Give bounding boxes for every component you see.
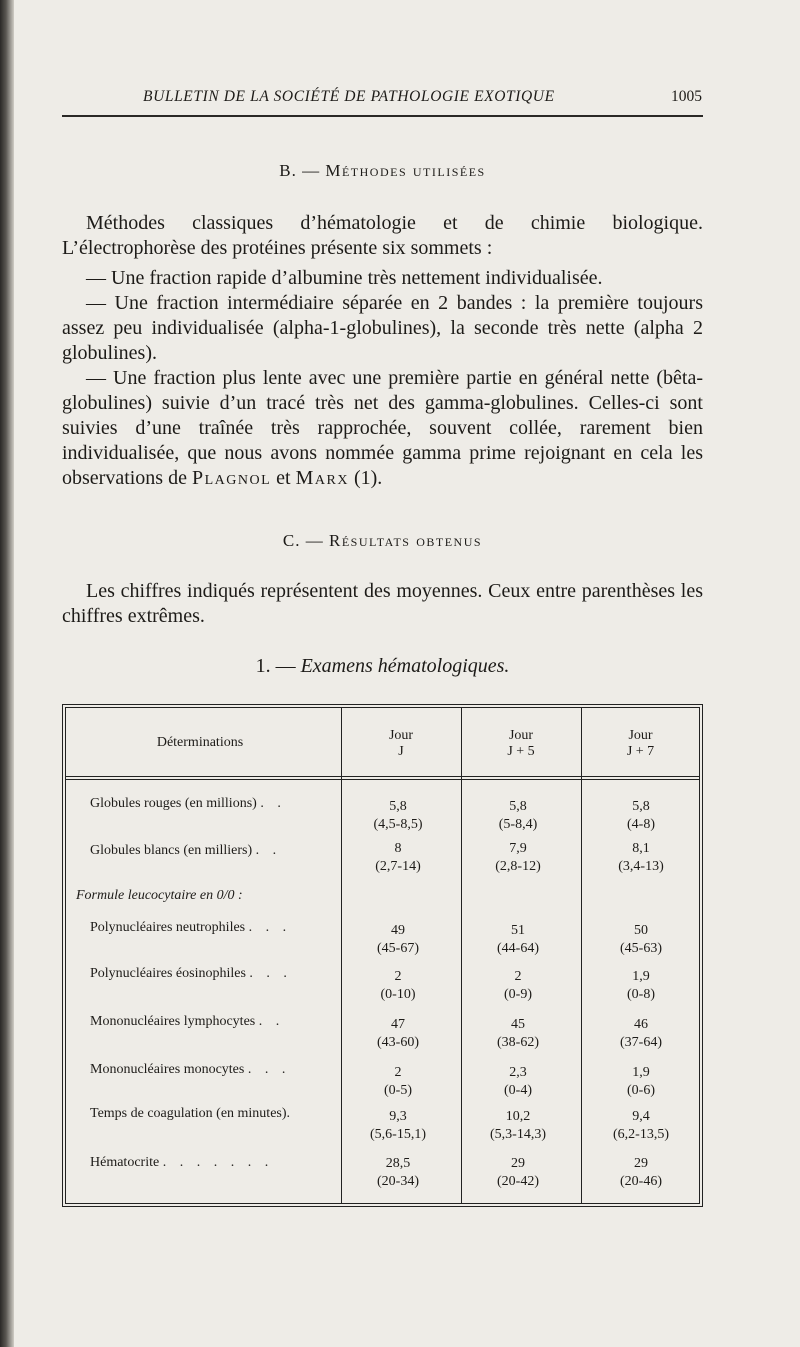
header-determinations: Déterminations xyxy=(156,735,244,750)
cell-mean: 45 xyxy=(511,1017,525,1032)
cell-mean: 8,1 xyxy=(632,841,650,856)
table-cell xyxy=(338,922,458,958)
leader-dots: . . xyxy=(258,1014,285,1029)
cell-range: (5,3-14,3) xyxy=(490,1127,546,1142)
header-day-j7-line1: Jour xyxy=(628,728,653,743)
table-cell xyxy=(581,798,701,834)
citation-author-1: Plagnol xyxy=(191,467,272,489)
cell-mean: 2 xyxy=(394,969,402,984)
subsection-heading xyxy=(62,655,703,678)
row-label-text: Polynucléaires éosinophiles xyxy=(90,966,246,981)
table-cell xyxy=(458,798,578,834)
table-cell xyxy=(581,1064,701,1100)
table-cell xyxy=(338,1064,458,1100)
leader-dots: . . . xyxy=(249,966,292,981)
cell-range: (4,5-8,5) xyxy=(373,817,423,832)
section-b-letter: B. — xyxy=(279,161,321,180)
header-day-j-line2: J xyxy=(398,744,404,759)
table-cell xyxy=(458,1108,578,1144)
section-c-title: Résultats obtenus xyxy=(329,531,483,550)
cell-mean: 8 xyxy=(394,841,402,856)
table-cell xyxy=(581,840,701,876)
header-day-j-line1: Jour xyxy=(388,728,414,743)
table-cell xyxy=(338,840,458,876)
methods-beta-gamma-text: — Une fraction plus lente avec une première partie en général nette (bêta-globulines) suivie d’un tracé très net des gamma-globulines. Celles-ci sont suivies d’une traînée très rapprochée, souvent collée, rarement bien individualisée, que nous avons nommée gamma prime rejoignant en cela les observations de xyxy=(62,367,703,489)
cell-range: (0-5) xyxy=(384,1083,412,1098)
leader-dots: . xyxy=(286,1106,296,1121)
page-number: 1005 xyxy=(671,88,702,105)
header-day-j5-line1: Jour xyxy=(508,728,534,743)
cell-range: (4-8) xyxy=(627,817,655,832)
cell-range: (45-67) xyxy=(377,941,419,956)
cell-mean: 1,9 xyxy=(632,1065,650,1080)
table-cell xyxy=(581,1016,701,1052)
citation-conjunction: et xyxy=(276,467,291,489)
table-cell xyxy=(458,840,578,876)
cell-range: (38-62) xyxy=(497,1035,539,1050)
table-cell xyxy=(338,1108,458,1144)
cell-mean: 9,4 xyxy=(632,1109,650,1124)
row-label-text: Mononucléaires monocytes xyxy=(90,1062,245,1077)
table-cell xyxy=(458,1064,578,1100)
table-cell xyxy=(581,1155,701,1191)
methods-intro: Méthodes classiques d’hématologie et de chimie biologique. L’électrophorèse des protéines présente six sommets : xyxy=(62,212,703,259)
cell-range: (2,7-14) xyxy=(375,859,421,874)
header-day-j5 xyxy=(461,728,581,760)
cell-mean: 29 xyxy=(634,1156,648,1171)
table-cell xyxy=(458,922,578,958)
leader-dots: . . . . . . . xyxy=(162,1155,274,1170)
row-label-hematocrit xyxy=(90,1155,273,1171)
subsection-title: Examens hématologiques. xyxy=(300,655,510,677)
cell-mean: 2,3 xyxy=(509,1065,527,1080)
row-label-text: Temps de coagulation (en minutes) xyxy=(90,1106,287,1121)
cell-mean: 5,8 xyxy=(389,799,407,814)
cell-mean: 2 xyxy=(514,969,522,984)
table-cell xyxy=(338,1155,458,1191)
cell-range: (43-60) xyxy=(377,1035,419,1050)
table-cell xyxy=(338,968,458,1004)
cell-range: (2,8-12) xyxy=(495,859,541,874)
cell-mean: 10,2 xyxy=(505,1109,531,1124)
header-divider xyxy=(65,779,700,780)
cell-range: (0-6) xyxy=(627,1083,655,1098)
table-cell xyxy=(581,968,701,1004)
table-cell xyxy=(458,968,578,1004)
subsection-number: 1. — xyxy=(255,655,296,677)
section-c-heading xyxy=(62,531,703,551)
cell-range: (5-8,4) xyxy=(498,817,538,832)
leader-dots: . . . xyxy=(247,1062,291,1077)
cell-mean: 2 xyxy=(394,1065,402,1080)
table-cell xyxy=(458,1016,578,1052)
table-cell xyxy=(338,798,458,834)
header-divider xyxy=(65,776,700,777)
row-label-eosinophils xyxy=(90,966,292,982)
row-label-red-cells xyxy=(90,796,286,812)
leader-dots: . . xyxy=(255,843,282,858)
results-intro: Les chiffres indiqués représentent des moyennes. Ceux entre parenthèses les chiffres extrêmes. xyxy=(62,580,703,627)
table-cell xyxy=(581,922,701,958)
cell-range: (0-8) xyxy=(627,987,655,1002)
leukocyte-formula-heading: Formule leucocytaire en 0/0 : xyxy=(76,888,243,903)
cell-range: (37-64) xyxy=(620,1035,662,1050)
row-label-text: Globules blancs (en milliers) xyxy=(90,843,253,858)
cell-range: (0-4) xyxy=(504,1083,532,1098)
cell-mean: 46 xyxy=(634,1017,648,1032)
cell-range: (44-64) xyxy=(497,941,539,956)
cell-mean: 9,3 xyxy=(389,1109,407,1124)
row-label-neutrophils xyxy=(90,920,291,936)
header-day-j xyxy=(341,728,461,760)
section-b-heading xyxy=(62,161,703,181)
row-label-lymphocytes xyxy=(90,1014,284,1030)
header-day-j5-line2: J + 5 xyxy=(507,744,535,759)
row-label-text: Polynucléaires neutrophiles xyxy=(90,920,246,935)
section-b-title: Méthodes utilisées xyxy=(325,161,486,180)
cell-mean: 51 xyxy=(511,923,525,938)
cell-range: (0-10) xyxy=(380,987,416,1002)
cell-range: (5,6-15,1) xyxy=(370,1127,426,1142)
table-cell xyxy=(581,1108,701,1144)
citation-author-2: Marx xyxy=(295,467,349,489)
methods-beta-gamma xyxy=(62,366,703,491)
row-label-coagulation xyxy=(90,1106,295,1122)
cell-range: (20-46) xyxy=(620,1174,662,1189)
methods-albumin: — Une fraction rapide d’albumine très nettement individualisée. xyxy=(86,267,603,289)
cell-mean: 7,9 xyxy=(509,841,527,856)
table-cell xyxy=(458,1155,578,1191)
running-title: BULLETIN DE LA SOCIÉTÉ DE PATHOLOGIE EXOTIQUE xyxy=(143,88,555,105)
row-label-white-cells xyxy=(90,843,281,859)
row-label-text: Globules rouges (en millions) xyxy=(90,796,257,811)
leader-dots: . . . xyxy=(248,920,292,935)
row-label-text: Mononucléaires lymphocytes xyxy=(90,1014,256,1029)
table-cell xyxy=(338,1016,458,1052)
citation-reference: (1). xyxy=(353,467,383,489)
cell-range: (20-42) xyxy=(497,1174,539,1189)
section-c-letter: C. — xyxy=(282,531,324,550)
cell-range: (6,2-13,5) xyxy=(613,1127,669,1142)
header-day-j7-line2: J + 7 xyxy=(626,744,655,759)
methods-alpha: — Une fraction intermédiaire séparée en 2 bandes : la première toujours assez peu individualisée (alpha-1-globulines), la seconde très nette (alpha 2 globulines). xyxy=(62,292,703,364)
cell-mean: 5,8 xyxy=(509,799,527,814)
row-label-text: Hématocrite xyxy=(90,1155,160,1170)
cell-range: (20-34) xyxy=(377,1174,419,1189)
leader-dots: . . xyxy=(260,796,286,811)
cell-range: (3,4-13) xyxy=(618,859,664,874)
cell-mean: 1,9 xyxy=(632,969,650,984)
cell-range: (45-63) xyxy=(620,941,662,956)
header-day-j7 xyxy=(581,728,700,760)
cell-mean: 29 xyxy=(511,1156,525,1171)
cell-mean: 50 xyxy=(634,923,648,938)
cell-mean: 47 xyxy=(391,1017,405,1032)
cell-range: (0-9) xyxy=(504,987,532,1002)
cell-mean: 49 xyxy=(391,923,405,938)
cell-mean: 28,5 xyxy=(385,1156,411,1171)
header-rule xyxy=(62,115,703,117)
row-label-monocytes xyxy=(90,1062,290,1078)
cell-mean: 5,8 xyxy=(632,799,650,814)
